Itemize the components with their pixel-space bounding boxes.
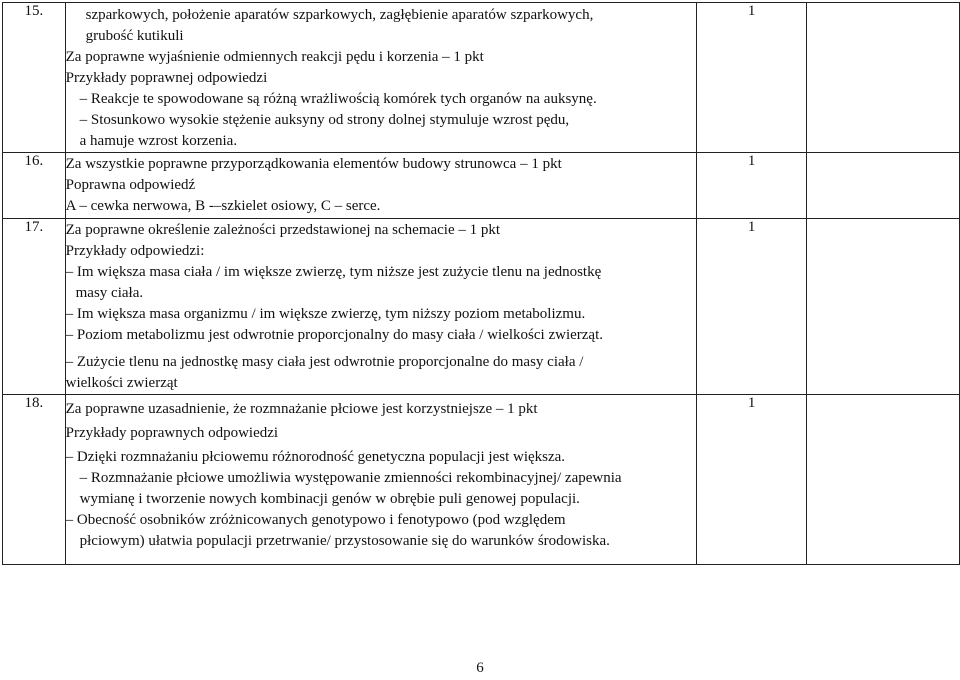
answer-line: – Im większa masa organizmu / im większe zwierzę, tym niższy poziom metabolizmu. — [65, 306, 586, 322]
score-value: 1 — [697, 395, 807, 565]
answer-line: masy ciała. — [75, 285, 144, 301]
examples-heading: Przykłady poprawnych odpowiedzi — [65, 425, 279, 441]
page-number: 6 — [476, 660, 484, 676]
answer-line: grubość kutikuli — [85, 28, 184, 44]
examples-heading: Poprawna odpowiedź — [65, 177, 196, 193]
answer-line: wymianę i tworzenie nowych kombinacji genów w obrębie puli genowej populacji. — [79, 491, 580, 507]
answer-line: szparkowych, położenie aparatów szparkowych, zagłębienie aparatów szparkowych, — [85, 7, 594, 23]
question-number: 17. — [3, 219, 66, 395]
empty-cell — [807, 3, 960, 153]
scoring-criterion: Za poprawne uzasadnienie, że rozmnażanie płciowe jest korzystniejsze – 1 pkt — [65, 401, 538, 417]
scoring-criterion: Za poprawne określenie zależności przedstawionej na schemacie – 1 pkt — [65, 222, 501, 238]
answer-key-table — [2, 2, 960, 565]
answer-line: – Obecność osobników zróżnicowanych genotypowo i fenotypowo (pod względem — [65, 512, 566, 528]
answer-content — [65, 153, 696, 219]
question-number: 16. — [3, 153, 66, 219]
question-number: 18. — [3, 395, 66, 565]
answer-line: A – cewka nerwowa, B -–szkielet osiowy, C – serce. — [65, 198, 381, 214]
examples-heading: Przykłady odpowiedzi: — [65, 243, 205, 259]
score-value: 1 — [697, 3, 807, 153]
examples-heading: Przykłady poprawnej odpowiedzi — [65, 70, 268, 86]
empty-cell — [807, 219, 960, 395]
question-number: 15. — [3, 3, 66, 153]
answer-line: – Zużycie tlenu na jednostkę masy ciała jest odwrotnie proporcjonalne do masy ciała / — [65, 354, 584, 370]
score-value: 1 — [697, 219, 807, 395]
score-value: 1 — [697, 153, 807, 219]
empty-cell — [807, 395, 960, 565]
answer-line: – Poziom metabolizmu jest odwrotnie proporcjonalny do masy ciała / wielkości zwierząt. — [65, 327, 603, 343]
answer-content — [65, 3, 696, 153]
answer-line: – Stosunkowo wysokie stężenie auksyny od strony dolnej stymuluje wzrost pędu, — [79, 112, 570, 128]
table-row — [3, 3, 960, 153]
answer-content — [65, 395, 696, 565]
scoring-criterion: Za wszystkie poprawne przyporządkowania elementów budowy strunowca – 1 pkt — [65, 156, 562, 172]
answer-line: płciowym) ułatwia populacji przetrwanie/ przystosowanie się do warunków środowiska. — [79, 533, 610, 549]
answer-line: – Reakcje te spowodowane są różną wrażliwością komórek tych organów na auksynę. — [79, 91, 597, 107]
answer-content — [65, 219, 696, 395]
scoring-criterion: Za poprawne wyjaśnienie odmiennych reakcji pędu i korzenia – 1 pkt — [65, 49, 484, 65]
table-row — [3, 395, 960, 565]
answer-line: a hamuje wzrost korzenia. — [79, 133, 238, 149]
empty-cell — [807, 153, 960, 219]
answer-line: – Rozmnażanie płciowe umożliwia występowanie zmienności rekombinacyjnej/ zapewnia — [79, 470, 622, 486]
table-row — [3, 219, 960, 395]
answer-line: wielkości zwierząt — [65, 375, 178, 391]
answer-line: – Im większa masa ciała / im większe zwierzę, tym niższe jest zużycie tlenu na jednostkę — [65, 264, 602, 280]
table-row — [3, 153, 960, 219]
answer-line: – Dzięki rozmnażaniu płciowemu różnorodność genetyczna populacji jest większa. — [65, 449, 566, 465]
